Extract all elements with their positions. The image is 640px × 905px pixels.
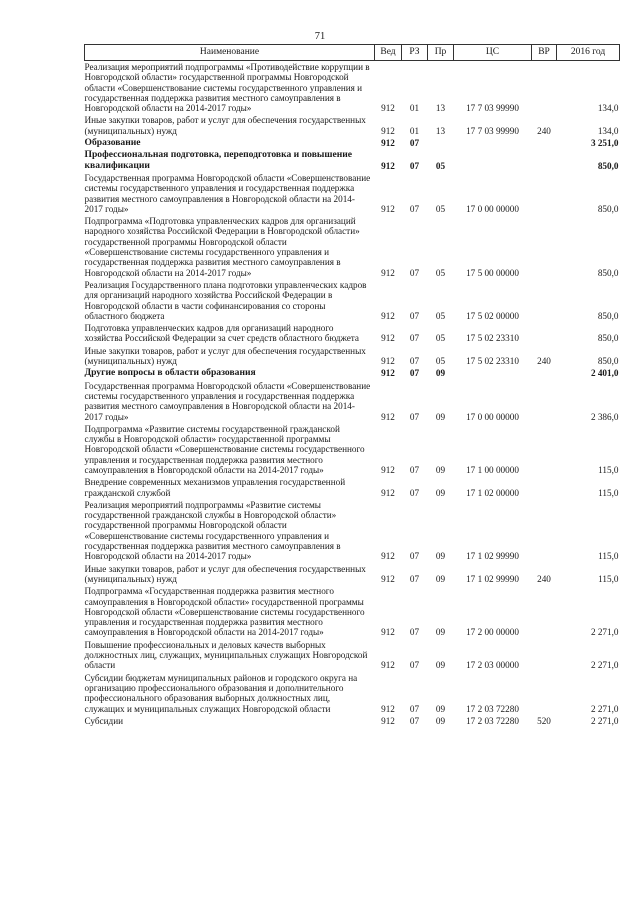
- column-header-amount: 2016 год: [557, 45, 620, 61]
- row-pr: 05: [435, 160, 446, 171]
- row-cs: 17 1 02 99990: [466, 551, 519, 562]
- row-rz: 07: [409, 573, 420, 584]
- row-name: Реализация мероприятий подпрограммы «Развитие системы государственной гражданской службы в Новгородской области» государственной программы Новгородской области «Совершенствование системы государственного управления и государственная поддержка развития местного самоуправления в Новгородской области на 2014-2017 годы»: [84, 499, 341, 562]
- row-name: Государственная программа Новгородской области «Совершенствование системы государственного управления и государственная поддержка развития местного самоуправления в Новгородской области на 2014-2017 годы»: [84, 380, 371, 422]
- table-row: [85, 137, 620, 149]
- row-rz: 07: [409, 310, 420, 321]
- row-name: Другие вопросы в области образования: [84, 367, 256, 379]
- row-rz: 07: [409, 333, 420, 344]
- row-vr: [532, 672, 557, 715]
- row-amount: 115,0: [598, 487, 619, 498]
- row-rz: 07: [409, 627, 420, 638]
- row-vr: [532, 423, 557, 476]
- row-rz: 07: [409, 203, 420, 214]
- row-name: Реализация Государственного плана подготовки управленческих кадров для организаций народного хозяйства Российской Федерации в Новгородской области в части софинансирования со стороны областного бюджета: [84, 279, 367, 321]
- table-row: [85, 423, 620, 476]
- row-pr: 09: [435, 368, 446, 379]
- row-ved: 912: [381, 464, 395, 475]
- row-pr: 09: [435, 660, 446, 671]
- row-vr: [532, 367, 557, 379]
- row-vr: [532, 322, 557, 345]
- row-rz: 07: [409, 356, 420, 367]
- row-pr: 09: [435, 573, 446, 584]
- row-vr: [532, 61, 557, 115]
- row-amount: 2 271,0: [590, 703, 619, 714]
- row-rz: 07: [409, 464, 420, 475]
- row-rz: 07: [409, 660, 420, 671]
- row-pr: 09: [435, 703, 446, 714]
- row-pr: 09: [435, 715, 446, 726]
- row-amount: 850,0: [597, 267, 619, 278]
- row-pr: 13: [435, 125, 446, 136]
- row-vr: [532, 380, 557, 423]
- row-vr: [532, 149, 557, 172]
- table-header-row: [85, 45, 620, 61]
- row-name: Внедрение современных механизмов управления государственной гражданской службой: [84, 477, 346, 498]
- row-cs: 17 1 00 00000: [466, 464, 519, 475]
- row-rz: 07: [409, 138, 420, 149]
- table-row: [85, 585, 620, 638]
- page-number: 71: [314, 31, 326, 42]
- row-pr: 09: [435, 551, 446, 562]
- row-rz: 07: [409, 703, 420, 714]
- row-pr: 09: [435, 464, 446, 475]
- row-rz: 07: [409, 368, 420, 379]
- row-name: Подготовка управленческих кадров для организаций народного хозяйства Российской Федерации за счет средств областного бюджета: [84, 323, 359, 344]
- budget-table: [84, 44, 620, 727]
- row-cs: 17 2 00 00000: [466, 627, 519, 638]
- row-ved: 912: [381, 356, 395, 367]
- row-amount: 2 401,0: [590, 368, 619, 379]
- row-amount: 115,0: [598, 551, 619, 562]
- row-ved: 912: [381, 267, 395, 278]
- row-amount: 2 271,0: [590, 715, 619, 726]
- row-vr: 240: [537, 573, 551, 584]
- row-amount: 850,0: [597, 356, 619, 367]
- row-ved: 912: [381, 660, 395, 671]
- row-ved: 912: [381, 125, 395, 136]
- row-amount: 115,0: [598, 464, 619, 475]
- row-cs: [454, 149, 532, 172]
- row-cs: 17 2 03 72280: [466, 715, 519, 726]
- column-header-cs: ЦС: [454, 45, 532, 61]
- row-amount: 850,0: [597, 310, 619, 321]
- row-vr: [532, 279, 557, 322]
- row-rz: 07: [409, 411, 420, 422]
- column-header-name: Наименование: [85, 45, 375, 61]
- row-ved: 912: [381, 368, 395, 379]
- row-pr: 09: [435, 487, 446, 498]
- table-row: [85, 563, 620, 586]
- row-name: Подпрограмма «Развитие системы государственной гражданской службы в Новгородской области» государственной программы Новгородской области «Совершенствование системы государственного управления и государственная поддержка развития местного самоуправления в Новгородской области на 2014-2017 годы»: [84, 423, 365, 475]
- row-cs: 17 5 02 23310: [466, 333, 519, 344]
- row-name: Образование: [84, 137, 141, 149]
- row-vr: [532, 215, 557, 279]
- row-amount: 850,0: [597, 203, 619, 214]
- row-rz: 07: [409, 715, 420, 726]
- row-name: Иные закупки товаров, работ и услуг для обеспечения государственных (муниципальных) нужд: [84, 345, 366, 367]
- row-rz: 07: [409, 487, 420, 498]
- table-row: [85, 149, 620, 172]
- table-row: [85, 380, 620, 423]
- row-cs: 17 1 02 99990: [466, 573, 519, 584]
- row-cs: 17 5 02 23310: [466, 356, 519, 367]
- row-rz: 07: [409, 160, 420, 171]
- row-ved: 912: [381, 715, 395, 726]
- table-row: [85, 114, 620, 137]
- table-row: [85, 672, 620, 715]
- row-rz: 01: [409, 125, 420, 136]
- table-row: [85, 639, 620, 672]
- row-ved: 912: [381, 203, 395, 214]
- row-ved: 912: [381, 487, 395, 498]
- row-name: Реализация мероприятий подпрограммы «Противодействие коррупции в Новгородской области» государственной программы Новгородской области «Совершенствование системы государственного управления и государственная поддержка развития местного самоуправления в Новгородской области на 2014-2017 годы»: [84, 62, 370, 114]
- row-name: Подпрограмма «Подготовка управленческих кадров для организаций народного хозяйства Российской Федерации в Новгородской области» государственной программы Новгородской области «Совершенствование системы государственного управления и государственная поддержка развития местного самоуправления в Новгородской области на 2014-2017 годы»: [84, 216, 360, 278]
- row-cs: 17 7 03 99990: [466, 103, 519, 114]
- row-ved: 912: [381, 160, 395, 171]
- row-ved: 912: [381, 333, 395, 344]
- row-ved: 912: [381, 411, 395, 422]
- row-cs: 17 7 03 99990: [466, 125, 519, 136]
- table-row: [85, 322, 620, 345]
- row-ved: 912: [381, 551, 395, 562]
- row-name: Иные закупки товаров, работ и услуг для обеспечения государственных (муниципальных) нужд: [84, 563, 366, 584]
- row-name: Профессиональная подготовка, переподготовка и повышение квалификации: [84, 149, 353, 171]
- row-pr: 05: [435, 356, 446, 367]
- row-pr: [428, 137, 454, 149]
- row-cs: [454, 367, 532, 379]
- row-cs: 17 5 02 00000: [466, 310, 519, 321]
- row-vr: 520: [537, 715, 551, 726]
- row-vr: [532, 585, 557, 638]
- row-pr: 05: [435, 333, 446, 344]
- row-pr: 05: [435, 203, 446, 214]
- table-row: [85, 172, 620, 215]
- row-cs: 17 2 03 72280: [466, 703, 519, 714]
- row-amount: 134,0: [597, 103, 619, 114]
- row-name: Повышение профессиональных и деловых качеств выборных должностных лиц, служащих, муниципальных служащих Новгородской области: [84, 639, 368, 671]
- row-ved: 912: [381, 573, 395, 584]
- row-cs: 17 1 02 00000: [466, 487, 519, 498]
- row-amount: 3 251,0: [590, 138, 619, 149]
- row-vr: [532, 476, 557, 499]
- row-amount: 115,0: [598, 573, 619, 584]
- row-ved: 912: [381, 703, 395, 714]
- row-name: Иные закупки товаров, работ и услуг для обеспечения государственных (муниципальных) нужд: [84, 115, 366, 136]
- row-pr: 09: [435, 411, 446, 422]
- table-row: [85, 215, 620, 279]
- row-cs: [454, 137, 532, 149]
- row-vr: [532, 172, 557, 215]
- row-name: Государственная программа Новгородской области «Совершенствование системы государственного управления и государственная поддержка развития местного самоуправления в Новгородской области на 2014-2017 годы»: [84, 172, 371, 214]
- table-body: [85, 61, 620, 728]
- row-amount: 2 386,0: [590, 411, 619, 422]
- row-amount: 850,0: [597, 160, 619, 171]
- row-ved: 912: [381, 310, 395, 321]
- row-ved: 912: [381, 627, 395, 638]
- row-ved: 912: [381, 103, 395, 114]
- row-pr: 05: [435, 310, 446, 321]
- table-row: [85, 476, 620, 499]
- column-header-ved: Вед: [375, 45, 402, 61]
- row-pr: 13: [435, 103, 446, 114]
- row-name: Подпрограмма «Государственная поддержка развития местного самоуправления в Новгородской области» государственной программы Новгородской области «Совершенствование системы государственного управления и государственная поддержка развития местного самоуправления в Новгородской области на 2014-2017 годы»: [84, 586, 365, 638]
- row-pr: 09: [435, 627, 446, 638]
- column-header-rz: РЗ: [402, 45, 428, 61]
- table-row: [85, 279, 620, 322]
- row-name: Субсидии: [84, 715, 124, 726]
- row-vr: 240: [537, 125, 551, 136]
- row-amount: 2 271,0: [590, 627, 619, 638]
- column-header-pr: Пр: [428, 45, 454, 61]
- row-vr: [532, 137, 557, 149]
- row-rz: 07: [409, 267, 420, 278]
- row-pr: 05: [435, 267, 446, 278]
- row-cs: 17 0 00 00000: [466, 411, 519, 422]
- row-amount: 134,0: [597, 125, 619, 136]
- table-row: [85, 715, 620, 727]
- row-ved: 912: [381, 138, 395, 149]
- column-header-vr: ВР: [532, 45, 557, 61]
- table-row: [85, 345, 620, 368]
- table-row: [85, 367, 620, 379]
- table-row: [85, 61, 620, 115]
- row-amount: 850,0: [597, 333, 619, 344]
- row-amount: 2 271,0: [590, 660, 619, 671]
- row-name: Субсидии бюджетам муниципальных районов и городского округа на организацию профессионального образования и дополнительного профессионального образования выборных должностных лиц, служащих и муниципальных служащих Новгородской области: [84, 672, 358, 714]
- table-row: [85, 499, 620, 563]
- row-vr: [532, 499, 557, 563]
- row-rz: 01: [409, 103, 420, 114]
- row-cs: 17 0 00 00000: [466, 203, 519, 214]
- row-rz: 07: [409, 551, 420, 562]
- row-cs: 17 5 00 00000: [466, 267, 519, 278]
- row-vr: [532, 639, 557, 672]
- row-cs: 17 2 03 00000: [466, 660, 519, 671]
- row-vr: 240: [537, 356, 551, 367]
